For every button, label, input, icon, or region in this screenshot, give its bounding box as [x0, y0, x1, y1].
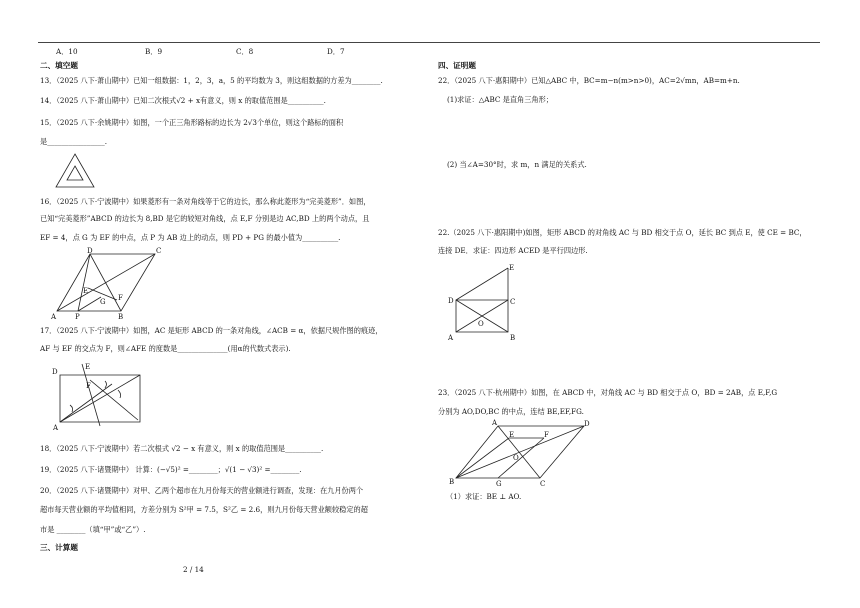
label-22-b: B	[510, 334, 516, 342]
option-b: B．9	[145, 47, 163, 56]
option-d: D．7	[327, 47, 345, 56]
question-14: 14．（2025 八下·萧山期中）已知二次根式√2 + x有意义，则 x 的取值范围是__________.	[40, 96, 326, 105]
label-16-f: F	[118, 294, 123, 302]
question-16-line2: 已知“完美菱形”ABCD 的边长为 8,BD 是它的较短对角线，点 E,F 分别是边 AC,BD 上的两个动点，且	[40, 214, 370, 223]
question-22-line1: 22．（2025 八下·惠阳期中）已知△ABC 中，BC=m−n(m>n>0)，AC=2√mn，AB=m+n.	[438, 76, 740, 85]
question-23-line1: 23．（2025 八下·杭州期中）如图，在 ABCD 中，对角线 AC 与 BD 相交于点 O，BD = 2AB，点 E,F,G	[438, 388, 778, 397]
label-23-d: D	[584, 420, 590, 428]
question-23-part1: （1）求证：BE ⊥ AO.	[446, 492, 522, 501]
question-19: 19．（2025 八下·诸暨期中） 计算：(−√5)² =________；√(1 − √3)² =________.	[40, 465, 302, 474]
option-c: C．8	[236, 47, 254, 56]
question-15-line2: 是________________.	[40, 137, 107, 146]
question-22-part1: (1)求证：△ABC 是直角三角形；	[447, 95, 553, 104]
label-22-o: O	[478, 320, 484, 328]
question-22b-line1: 22.（2025 八下·惠阳期中)如图，矩形 ABCD 的对角线 AC 与 BD 相交于点 O，延长 BC 到点 E，使 CE = BC，	[438, 228, 807, 237]
label-16-g: G	[100, 298, 106, 306]
label-17-e: E	[85, 363, 91, 371]
label-16-c: C	[156, 247, 162, 255]
question-20-line1: 20．（2025 八下·诸暨期中）对甲、乙两个超市在九月份每天的营业额进行调查，发现：在九月份两个	[40, 486, 364, 495]
question-17-line1: 17．（2025 八下·宁波期中）如图，AC 是矩形 ABCD 的一条对角线，∠ACB = α，依据尺规作图的痕迹，	[40, 326, 383, 335]
option-a: A．10	[56, 47, 78, 56]
label-16-a: A	[51, 313, 57, 321]
question-15-line1: 15．（2025 八下·余姚期中）如图，一个正三角形路标的边长为 2√3个单位，则这个路标的面积	[40, 118, 344, 127]
label-22-c: C	[510, 298, 516, 306]
figure-23-parallelogram	[448, 420, 588, 486]
section-heading-calculation: 三、计算题	[40, 543, 78, 552]
figure-22-rectangle	[446, 260, 526, 342]
label-23-b: B	[449, 478, 455, 486]
label-16-e: E	[83, 287, 89, 295]
label-23-a: A	[492, 419, 498, 427]
label-22-e: E	[509, 264, 515, 272]
label-22-d: D	[448, 297, 454, 305]
label-17-d: D	[52, 368, 58, 376]
question-17-line2: AF 与 EF 的交点为 F，则∠AFE 的度数是______________(用α的代数式表示).	[40, 344, 291, 353]
question-20-line2: 超市每天营业额的平均值相同，方差分别为 S²甲 = 7.5，S²乙 = 2.6，则九月份每天营业额较稳定的超	[40, 505, 368, 514]
label-23-g: G	[496, 480, 502, 488]
section-heading-proof: 四、证明题	[438, 61, 476, 70]
question-20-line3: 市是 ________（填“甲”或“乙”）.	[40, 525, 146, 534]
figure-15-triangle-sign	[54, 150, 98, 192]
question-16-line3: EF = 4，点 G 为 EF 的中点，点 P 为 AB 边上的动点，则 PD + PG 的最小值为__________.	[40, 233, 341, 242]
label-17-f: F	[86, 382, 91, 390]
question-16-line1: 16．（2025 八下·宁波期中）如果菱形有一条对角线等于它的边长，那么称此菱形为“完美菱形”．如图，	[40, 197, 371, 206]
label-23-o: O	[513, 454, 519, 462]
question-22-part2: (2) 当∠A=30°时，求 m，n 满足的关系式.	[447, 160, 587, 169]
figure-17-rectangle-construction	[50, 360, 150, 430]
section-heading-fill-blank: 二、填空题	[40, 61, 78, 70]
question-22b-line2: 连接 DE．求证：四边形 ACED 是平行四边形.	[438, 246, 588, 255]
top-rule	[38, 42, 820, 43]
label-23-e: E	[509, 431, 515, 439]
label-23-f: F	[544, 431, 549, 439]
label-22-a: A	[448, 334, 454, 342]
page-number: 2 / 14	[183, 565, 204, 574]
question-23-line2: 分别为 AO,DO,BC 的中点，连结 BE,EF,FG.	[438, 407, 584, 416]
question-18: 18．（2025 八下·宁波期中）若二次根式 √2 − x 有意义，则 x 的取值范围是__________.	[40, 444, 324, 453]
question-13: 13．（2025 八下·萧山期中）已知一组数据：1，2，3，a，5 的平均数为 3，则这组数据的方差为________.	[40, 76, 383, 85]
label-16-b: B	[118, 313, 124, 321]
label-16-p: P	[75, 313, 80, 321]
figure-16-rhombus	[45, 248, 165, 320]
label-16-d: D	[87, 247, 93, 255]
label-17-a: A	[53, 424, 59, 432]
label-23-c: C	[540, 480, 546, 488]
